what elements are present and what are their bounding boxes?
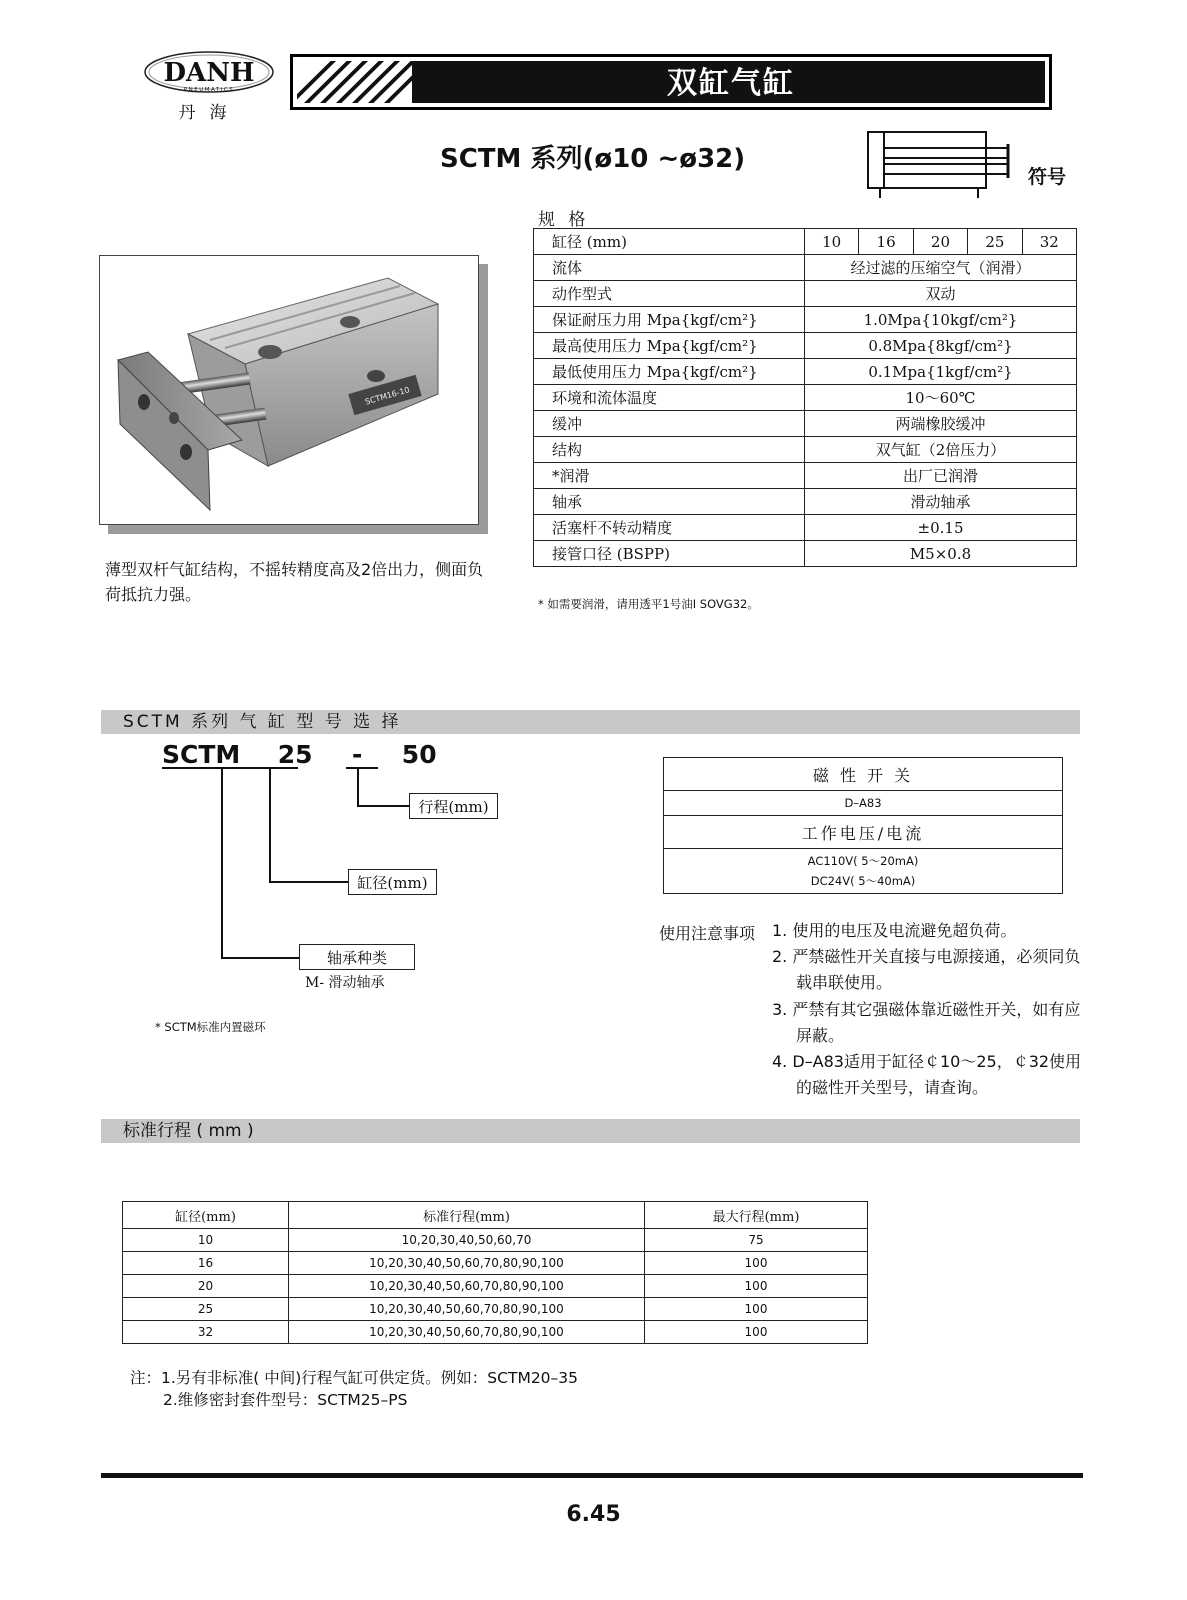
model-bore: 25 bbox=[277, 740, 313, 769]
spec-label: 缸径 (mm) bbox=[534, 229, 805, 255]
voltage-title: 工作电压/电流 bbox=[664, 816, 1063, 849]
spec-label: 动作型式 bbox=[534, 281, 805, 307]
cell: 10,20,30,40,50,60,70,80,90,100 bbox=[289, 1275, 645, 1298]
spec-row bbox=[534, 281, 1077, 307]
spec-label: 流体 bbox=[534, 255, 805, 281]
cell: 10,20,30,40,50,60,70 bbox=[289, 1229, 645, 1252]
spec-label: 缓冲 bbox=[534, 411, 805, 437]
spec-row bbox=[534, 359, 1077, 385]
model-prefix: SCTM bbox=[162, 740, 241, 769]
spec-label: 最低使用压力 Mpa{kgf/cm²} bbox=[534, 359, 805, 385]
column-header: 缸径(mm) bbox=[123, 1202, 289, 1229]
note-item: 4. D–A83适用于缸径￠10～25，￠32使用的磁性开关型号，请查询。 bbox=[772, 1052, 1082, 1097]
voltage-dc: DC24V( 5～40mA) bbox=[810, 874, 916, 888]
bearing-type-label: 轴承种类 bbox=[299, 944, 415, 970]
spec-row bbox=[534, 307, 1077, 333]
footnote: 注：1.另有非标准( 中间)行程气缸可供定货。例如：SCTM20–35 bbox=[130, 1369, 579, 1387]
stroke-table-header bbox=[123, 1202, 868, 1229]
spec-value: 0.8Mpa{8kgf/cm²} bbox=[805, 333, 1077, 359]
spec-value: 两端橡胶缓冲 bbox=[805, 411, 1077, 437]
cell: 100 bbox=[645, 1275, 868, 1298]
section-standard-stroke: 标准行程 ( mm ) bbox=[101, 1119, 1080, 1143]
spec-row bbox=[534, 437, 1077, 463]
spec-row bbox=[534, 333, 1077, 359]
cell: 10 bbox=[123, 1229, 289, 1252]
spec-value: M5×0.8 bbox=[805, 541, 1077, 567]
table-row bbox=[123, 1275, 868, 1298]
spec-row bbox=[534, 385, 1077, 411]
bore-value: 20 bbox=[913, 229, 967, 255]
note-item: 2. 严禁磁性开关直接与电源接通，必须同负载串联使用。 bbox=[772, 947, 1081, 992]
svg-text:DANH: DANH bbox=[163, 58, 255, 88]
switch-title: 磁 性 开 关 bbox=[664, 758, 1063, 791]
cylinder-illustration bbox=[100, 256, 478, 524]
section-model-selection: SCTM 系列 气 缸 型 号 选 择 bbox=[101, 710, 1080, 734]
bore-value: 10 bbox=[805, 229, 859, 255]
spec-value: ±0.15 bbox=[805, 515, 1077, 541]
page-number: 6.45 bbox=[566, 1502, 621, 1527]
switch-model: D–A83 bbox=[664, 791, 1063, 816]
product-photo bbox=[99, 255, 479, 525]
bore-value: 25 bbox=[968, 229, 1022, 255]
cell: 100 bbox=[645, 1252, 868, 1275]
spec-label: 活塞杆不转动精度 bbox=[534, 515, 805, 541]
footnote: 2.维修密封套件型号：SCTM25–PS bbox=[163, 1391, 408, 1409]
model-dash: - bbox=[351, 740, 363, 769]
spec-row bbox=[534, 541, 1077, 567]
cell: 10,20,30,40,50,60,70,80,90,100 bbox=[289, 1321, 645, 1344]
spec-value: 经过滤的压缩空气（润滑） bbox=[805, 255, 1077, 281]
photo-caption: 薄型双杆气缸结构，不摇转精度高及2倍出力，侧面负荷抵抗力强。 bbox=[105, 560, 484, 604]
table-row bbox=[123, 1321, 868, 1344]
title-banner bbox=[290, 54, 1052, 110]
cell: 16 bbox=[123, 1252, 289, 1275]
stroke-table bbox=[122, 1201, 868, 1344]
spec-label: 环境和流体温度 bbox=[534, 385, 805, 411]
cell: 32 bbox=[123, 1321, 289, 1344]
cell: 25 bbox=[123, 1298, 289, 1321]
spec-table bbox=[533, 228, 1077, 567]
symbol-label: 符号 bbox=[1028, 166, 1067, 188]
spec-value: 滑动轴承 bbox=[805, 489, 1077, 515]
page-title: 双缸气缸 bbox=[667, 66, 795, 101]
spec-value: 双动 bbox=[805, 281, 1077, 307]
cell: 75 bbox=[645, 1229, 868, 1252]
table-row bbox=[123, 1252, 868, 1275]
spec-row bbox=[534, 463, 1077, 489]
spec-value: 0.1Mpa{1kgf/cm²} bbox=[805, 359, 1077, 385]
spec-row bbox=[534, 411, 1077, 437]
notes-label: 使用注意事项 bbox=[659, 924, 756, 943]
cell: 100 bbox=[645, 1298, 868, 1321]
cell: 100 bbox=[645, 1321, 868, 1344]
switch-table bbox=[663, 757, 1063, 894]
spec-value: 出厂已润滑 bbox=[805, 463, 1077, 489]
note-item: 1. 使用的电压及电流避免超负荷。 bbox=[772, 921, 1017, 940]
photo-label-plate: SCTM16-10 bbox=[364, 385, 411, 407]
series-title: SCTM 系列(ø10 ~ø32) bbox=[440, 144, 746, 174]
magnet-note: * SCTM标准内置磁环 bbox=[155, 1020, 266, 1034]
cell: 10,20,30,40,50,60,70,80,90,100 bbox=[289, 1298, 645, 1321]
column-header: 最大行程(mm) bbox=[645, 1202, 868, 1229]
spec-value: 10～60℃ bbox=[805, 385, 1077, 411]
lubrication-note: * 如需要润滑，请用透平1号油I SOVG32。 bbox=[538, 597, 759, 611]
table-row bbox=[123, 1298, 868, 1321]
bottom-rule bbox=[101, 1473, 1083, 1478]
spec-row bbox=[534, 489, 1077, 515]
spec-row bbox=[534, 255, 1077, 281]
cell: 20 bbox=[123, 1275, 289, 1298]
spec-label: 接管口径 (BSPP) bbox=[534, 541, 805, 567]
spec-row-bore bbox=[534, 229, 1077, 255]
spec-label: 最高使用压力 Mpa{kgf/cm²} bbox=[534, 333, 805, 359]
column-header: 标准行程(mm) bbox=[289, 1202, 645, 1229]
table-row bbox=[123, 1229, 868, 1252]
spec-heading: 规 格 bbox=[538, 210, 590, 230]
spec-value: 1.0Mpa{10kgf/cm²} bbox=[805, 307, 1077, 333]
voltage-ac: AC110V( 5～20mA) bbox=[807, 854, 919, 868]
spec-label: 保证耐压力用 Mpa{kgf/cm²} bbox=[534, 307, 805, 333]
bore-value: 16 bbox=[859, 229, 913, 255]
voltage-values bbox=[664, 849, 1063, 894]
note-item: 3. 严禁有其它强磁体靠近磁性开关，如有应屏蔽。 bbox=[772, 1000, 1081, 1045]
model-stroke: 50 bbox=[401, 740, 437, 769]
cell: 10,20,30,40,50,60,70,80,90,100 bbox=[289, 1252, 645, 1275]
cylinder-symbol-icon bbox=[862, 128, 1022, 200]
spec-label: 结构 bbox=[534, 437, 805, 463]
bearing-option: M- 滑动轴承 bbox=[305, 975, 385, 991]
logo-chinese-name: 丹海 bbox=[178, 103, 241, 123]
svg-text:PNEUMATICS: PNEUMATICS bbox=[183, 87, 235, 93]
stroke-label: 行程(mm) bbox=[409, 793, 498, 819]
bore-label: 缸径(mm) bbox=[348, 869, 437, 895]
spec-row bbox=[534, 515, 1077, 541]
bore-value: 32 bbox=[1022, 229, 1076, 255]
spec-label: *润滑 bbox=[534, 463, 805, 489]
spec-label: 轴承 bbox=[534, 489, 805, 515]
spec-value: 双气缸（2倍压力） bbox=[805, 437, 1077, 463]
